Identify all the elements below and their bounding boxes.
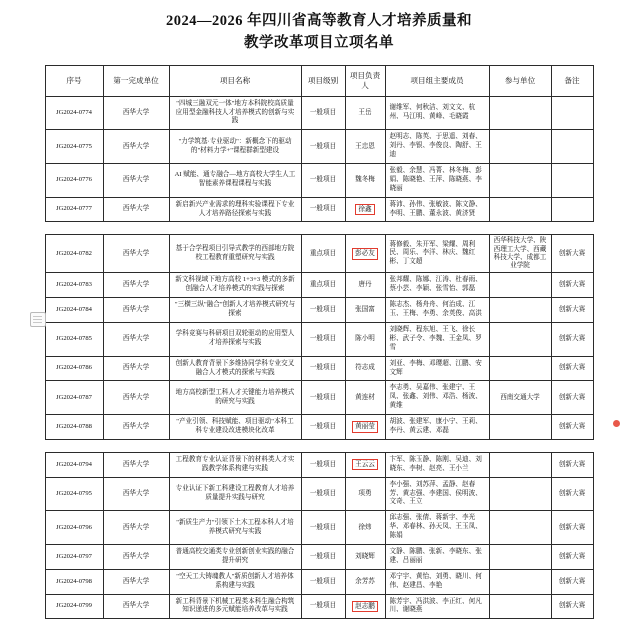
table-row xyxy=(45,415,593,440)
project-members: 蒋沛、孙伟、张敏波、陈文静、李明、王鹏、董永波、黄济贤 xyxy=(385,197,489,222)
project-partner xyxy=(489,415,551,440)
project-members: 李小强、刘苏萍、孟静、赵春芳、黄志强、李建国、侯明波、文奇、王立 xyxy=(385,477,489,511)
table-row xyxy=(45,381,593,415)
project-level: 一般项目 xyxy=(301,415,345,440)
project-unit: 西华大学 xyxy=(103,273,169,298)
project-members: 李志勇、吴嘉伟、张建宁、王凤、张鑫、刘伟、邓浩、杨波、黄维 xyxy=(385,381,489,415)
header-unit: 第一完成单位 xyxy=(103,65,169,96)
project-partner xyxy=(489,298,551,323)
table-row xyxy=(45,96,593,130)
project-leader: 王岳 xyxy=(345,96,385,130)
project-unit: 西华大学 xyxy=(103,594,169,619)
project-members: 蒋修毅、朱开军、梁耀、周利民、周乐、李洋、林庆、魏红彬、丁文超 xyxy=(385,235,489,273)
project-partner xyxy=(489,594,551,619)
project-partner xyxy=(489,164,551,198)
project-name: 专业认证下新工科建设工程教育人才培养质量提升实践与研究 xyxy=(169,477,301,511)
project-level: 一般项目 xyxy=(301,197,345,222)
project-level: 一般项目 xyxy=(301,544,345,569)
leader-highlight: 彭必友 xyxy=(352,248,378,259)
project-no: JG2024-0795 xyxy=(45,477,103,511)
project-leader: 项勇 xyxy=(345,477,385,511)
project-leader: 魏冬梅 xyxy=(345,164,385,198)
project-unit: 西华大学 xyxy=(103,356,169,381)
project-name: "三横三纵"融合"创新人才培养模式研究与探索 xyxy=(169,298,301,323)
project-level: 重点项目 xyxy=(301,273,345,298)
annotation-dot xyxy=(613,420,620,427)
project-partner: 西南交通大学 xyxy=(489,381,551,415)
project-members: 谢维军、何秋洁、刘文文、杭州、马江明、黄峰、毛晓霞 xyxy=(385,96,489,130)
table-row xyxy=(45,197,593,222)
project-partner xyxy=(489,452,551,477)
table-row xyxy=(45,511,593,545)
table-row xyxy=(45,477,593,511)
project-partner: 西华科技大学、陕西理工大学、西藏科技大学、成都工业学院 xyxy=(489,235,551,273)
project-name: 新文科视域下地方高校 1+3+3 模式的多新创融合人才培养模式的实践与探索 xyxy=(169,273,301,298)
table-header-row xyxy=(45,65,593,96)
table-row xyxy=(45,544,593,569)
project-table-header xyxy=(45,65,594,223)
project-unit: 西华大学 xyxy=(103,544,169,569)
project-unit: 西华大学 xyxy=(103,415,169,440)
project-level: 一般项目 xyxy=(301,569,345,594)
project-no: JG2024-0775 xyxy=(45,130,103,164)
page-title xyxy=(0,0,638,55)
project-name: AI 赋能、通专融合—地方高校大学生人工智能素养课程课程与实践 xyxy=(169,164,301,198)
project-members: 陈芳宇、冯洪波、李正红、何凡川、谢晓燕 xyxy=(385,594,489,619)
project-unit: 西华大学 xyxy=(103,569,169,594)
project-partner xyxy=(489,544,551,569)
project-no: JG2024-0777 xyxy=(45,197,103,222)
project-unit: 西华大学 xyxy=(103,164,169,198)
project-unit: 西华大学 xyxy=(103,452,169,477)
project-leader: 徐炜 xyxy=(345,511,385,545)
header-members: 项目组主要成员 xyxy=(385,65,489,96)
table-row xyxy=(45,356,593,381)
project-remark: 创新大赛 xyxy=(551,511,593,545)
project-level: 一般项目 xyxy=(301,381,345,415)
header-level: 项目级别 xyxy=(301,65,345,96)
project-leader: 陈小明 xyxy=(345,322,385,356)
header-leader: 项目负责人 xyxy=(345,65,385,96)
header-remark: 备注 xyxy=(551,65,593,96)
project-no: JG2024-0783 xyxy=(45,273,103,298)
table-row xyxy=(45,273,593,298)
project-name: 工程教育专业认证背景下的材料类人才实践教学体系构建与实践 xyxy=(169,452,301,477)
project-no: JG2024-0784 xyxy=(45,298,103,323)
project-leader: 符志成 xyxy=(345,356,385,381)
project-name: "产业引领、科技赋能、项目驱动"本科工科专业建设改进模块化改革 xyxy=(169,415,301,440)
project-name: 普通高校交通类专业创新创业实践的融合提升研究 xyxy=(169,544,301,569)
table-row xyxy=(45,452,593,477)
project-partner xyxy=(489,511,551,545)
project-members: 刘亚、李梅、邓璎超、江鹏、安文辉 xyxy=(385,356,489,381)
table-row xyxy=(45,594,593,619)
project-remark: 创新大赛 xyxy=(551,356,593,381)
project-members: 张毅、余慧、冯菁、林冬梅、彭娟、陈晓艳、王萍、陈晓燕、李晓丽 xyxy=(385,164,489,198)
table-row xyxy=(45,130,593,164)
project-name: "新质生产力"引领下土木工程本科人才培养模式研究与实践 xyxy=(169,511,301,545)
project-remark: 创新大赛 xyxy=(551,477,593,511)
project-name: "四城三融双元一体"地方本科院校高质量应用型金融科技人才培养模式的创新与实践 xyxy=(169,96,301,130)
project-partner xyxy=(489,322,551,356)
project-level: 一般项目 xyxy=(301,477,345,511)
project-no: JG2024-0794 xyxy=(45,452,103,477)
project-level: 一般项目 xyxy=(301,164,345,198)
page-thumbnail-icon xyxy=(30,312,46,327)
project-leader: 黄连材 xyxy=(345,381,385,415)
project-level: 一般项目 xyxy=(301,322,345,356)
project-level: 一般项目 xyxy=(301,452,345,477)
project-no: JG2024-0797 xyxy=(45,544,103,569)
header-partner: 参与单位 xyxy=(489,65,551,96)
project-partner xyxy=(489,569,551,594)
table-row xyxy=(45,298,593,323)
project-remark: 创新大赛 xyxy=(551,594,593,619)
project-no: JG2024-0782 xyxy=(45,235,103,273)
table-row xyxy=(45,235,593,273)
project-leader xyxy=(345,235,385,273)
project-no: JG2024-0786 xyxy=(45,356,103,381)
project-partner xyxy=(489,356,551,381)
project-no: JG2024-0796 xyxy=(45,511,103,545)
project-table-block-3 xyxy=(45,452,594,619)
project-name: "力学筑基·专业驱动"：新概念下的驱动的"材料力学+"课程群新型建设 xyxy=(169,130,301,164)
project-table-block-2 xyxy=(45,234,594,439)
header-no: 序号 xyxy=(45,65,103,96)
project-leader xyxy=(345,415,385,440)
project-partner xyxy=(489,130,551,164)
project-name: 学科竞赛与科研项目双轮驱动的应用型人才培养探索与实践 xyxy=(169,322,301,356)
project-level: 一般项目 xyxy=(301,511,345,545)
project-remark xyxy=(551,197,593,222)
project-unit: 西华大学 xyxy=(103,381,169,415)
project-no: JG2024-0799 xyxy=(45,594,103,619)
project-remark: 创新大赛 xyxy=(551,381,593,415)
project-remark: 创新大赛 xyxy=(551,544,593,569)
project-no: JG2024-0787 xyxy=(45,381,103,415)
project-members: 张邦耀、陈娜、江涛、杜春雨、蔡小芸、李颖、张雪怡、郭磊 xyxy=(385,273,489,298)
project-no: JG2024-0798 xyxy=(45,569,103,594)
project-unit: 西华大学 xyxy=(103,130,169,164)
project-members: 卞军、陈玉静、陈刚、吴迪、刘晓东、李树、赵亮、王小兰 xyxy=(385,452,489,477)
project-level: 一般项目 xyxy=(301,594,345,619)
project-remark xyxy=(551,130,593,164)
project-unit: 西华大学 xyxy=(103,511,169,545)
project-remark: 创新大赛 xyxy=(551,569,593,594)
project-members: 刘晓辉、程东旭、王飞、徐长彬、武子令、李魏、王金凤、罗雪 xyxy=(385,322,489,356)
project-leader: 王忠恩 xyxy=(345,130,385,164)
project-level: 一般项目 xyxy=(301,96,345,130)
table-row xyxy=(45,322,593,356)
table-row xyxy=(45,164,593,198)
project-unit: 西华大学 xyxy=(103,235,169,273)
project-leader: 余芳苏 xyxy=(345,569,385,594)
project-remark xyxy=(551,164,593,198)
project-name: 创新人教育背景下多维协同学科专业交叉融合人才模式的探索与实践 xyxy=(169,356,301,381)
project-level: 一般项目 xyxy=(301,356,345,381)
project-members: 文静、陈鹏、张新、李晓东、张建、吕丽丽 xyxy=(385,544,489,569)
project-leader: 刘晓辉 xyxy=(345,544,385,569)
project-members: 陈志杰、杨舟舟、何治成、江玉、王梅、李勇、余英俊、高洪 xyxy=(385,298,489,323)
project-name: 地方高校新型工科人才关键能力培养模式的研究与实践 xyxy=(169,381,301,415)
project-leader xyxy=(345,452,385,477)
project-name: 基于合学程项目引导式教学的西部地方院校工程教育重塑研究与实践 xyxy=(169,235,301,273)
project-remark: 创新大赛 xyxy=(551,298,593,323)
project-remark: 创新大赛 xyxy=(551,415,593,440)
title-line-1: 2024—2026 年四川省高等教育人才培养质量和 xyxy=(165,13,473,29)
table-row xyxy=(45,569,593,594)
project-members: 胡波、张建军、康小宁、王莉、李丹、黄云建、邓磊 xyxy=(385,415,489,440)
leader-highlight: 徐鑫 xyxy=(355,204,374,215)
project-no: JG2024-0785 xyxy=(45,322,103,356)
project-members: 邓宁宇、黄怡、刘勇、晓川、何伟、赵建昌、李艳 xyxy=(385,569,489,594)
project-name: "空天工大铸魂教人"新质创新人才培养体系构建与实践 xyxy=(169,569,301,594)
project-level: 重点项目 xyxy=(301,235,345,273)
project-level: 一般项目 xyxy=(301,130,345,164)
project-leader: 张国富 xyxy=(345,298,385,323)
project-partner xyxy=(489,197,551,222)
header-name: 项目名称 xyxy=(169,65,301,96)
leader-highlight: 王云云 xyxy=(352,459,378,470)
project-no: JG2024-0776 xyxy=(45,164,103,198)
project-remark: 创新大赛 xyxy=(551,273,593,298)
project-leader: 唐丹 xyxy=(345,273,385,298)
project-no: JG2024-0788 xyxy=(45,415,103,440)
title-line-2: 教学改革项目立项名单 xyxy=(244,35,394,52)
project-unit: 西华大学 xyxy=(103,96,169,130)
project-unit: 西华大学 xyxy=(103,298,169,323)
project-unit: 西华大学 xyxy=(103,197,169,222)
project-remark: 创新大赛 xyxy=(551,235,593,273)
project-members: 邱志强、张倩、蒋新宇、李光华、邓春林、孙天凤、王玉凤、陈娟 xyxy=(385,511,489,545)
project-partner xyxy=(489,477,551,511)
leader-highlight: 赵志鹏 xyxy=(352,601,378,612)
project-partner xyxy=(489,273,551,298)
project-remark: 创新大赛 xyxy=(551,322,593,356)
leader-highlight: 黄丽莹 xyxy=(352,421,378,432)
project-leader xyxy=(345,594,385,619)
project-members: 赵明志、陈英、于思遥、刘春、刘丹、李银、李俊良、陶舒、王迪 xyxy=(385,130,489,164)
project-remark xyxy=(551,96,593,130)
project-name: 新启新兴产业需求的理科实验课程下专业人才培养路径探索与实践 xyxy=(169,197,301,222)
project-leader xyxy=(345,197,385,222)
project-partner xyxy=(489,96,551,130)
project-name: 新工科背景下机械工程类本科生融合构筑知识递进的多元赋能培养改革与实践 xyxy=(169,594,301,619)
project-unit: 西华大学 xyxy=(103,477,169,511)
project-no: JG2024-0774 xyxy=(45,96,103,130)
project-unit: 西华大学 xyxy=(103,322,169,356)
project-level: 一般项目 xyxy=(301,298,345,323)
project-remark: 创新大赛 xyxy=(551,452,593,477)
